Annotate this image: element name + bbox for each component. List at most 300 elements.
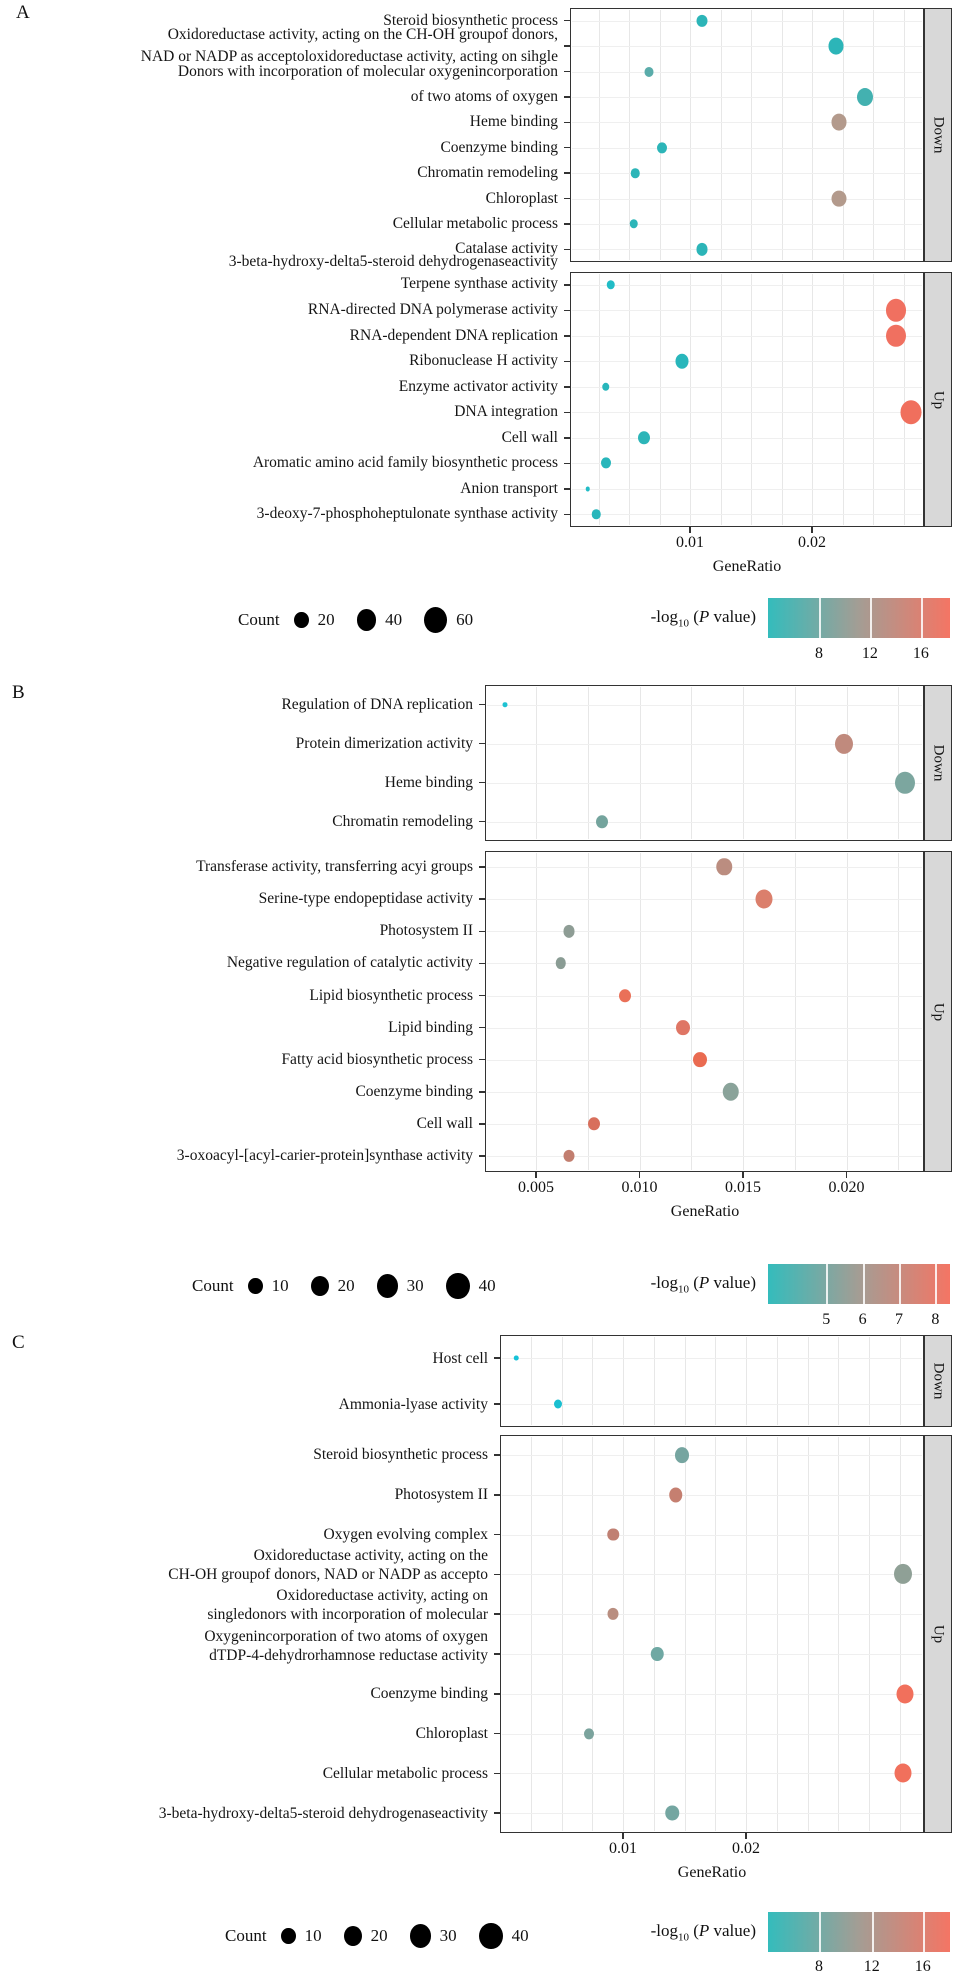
go-term-label: [4, 162, 558, 184]
gridline-vertical: [743, 853, 744, 1170]
y-axis-tick: [564, 249, 570, 251]
gradient-tick-label: 6: [858, 1311, 867, 1328]
y-axis-tick: [479, 704, 485, 706]
go-term-dot: [585, 486, 590, 491]
y-axis-tick: [494, 1454, 500, 1456]
go-term-label: [4, 350, 558, 372]
y-axis-tick: [494, 1357, 500, 1359]
gridline-horizontal: [487, 822, 922, 823]
go-term-label: [4, 1764, 488, 1783]
x-axis-tick-label: 0.01: [609, 1840, 637, 1857]
go-term-label: [4, 111, 558, 133]
gridline-vertical: [743, 687, 744, 839]
count-size-legend: [192, 1269, 518, 1303]
y-axis-tick: [564, 361, 570, 363]
count-legend-circle: [248, 1278, 263, 1295]
y-axis-tick: [564, 122, 570, 124]
y-axis-tick: [494, 1653, 500, 1655]
gradient-tick-label: 5: [822, 1311, 831, 1328]
y-axis-tick: [494, 1494, 500, 1496]
x-axis-tick-label: 0.015: [725, 1179, 761, 1196]
go-term-label: [4, 1050, 473, 1070]
count-legend-circle: [410, 1924, 431, 1948]
y-axis-tick: [494, 1773, 500, 1775]
gridline-vertical: [873, 10, 874, 260]
go-term-dot: [829, 38, 844, 55]
go-term-label-line: Steroid biosynthetic process: [313, 1446, 488, 1464]
gridline-vertical: [904, 10, 905, 260]
y-axis-tick: [479, 1059, 485, 1061]
gridline-vertical: [562, 1337, 563, 1425]
go-term-label-line: RNA-dependent DNA replication: [349, 326, 558, 344]
go-term-label-line: Heme binding: [384, 773, 473, 791]
go-term-label: [4, 376, 558, 398]
go-term-label: [4, 1082, 473, 1102]
gridline-vertical: [782, 274, 783, 525]
gridline-horizontal: [572, 412, 922, 413]
go-term-label-line: Donors with incorporation of molecular oxygenincorporation: [177, 62, 558, 80]
y-axis-tick: [564, 310, 570, 312]
gridline-vertical: [623, 1437, 624, 1831]
gridline-vertical: [562, 1437, 563, 1831]
pvalue-color-gradient: [768, 598, 950, 638]
y-axis-tick: [479, 995, 485, 997]
gridline-horizontal: [487, 705, 922, 706]
go-term-label-line: 3-beta-hydroxy-delta5-steroid dehydrogenaseactivity: [228, 252, 558, 270]
count-legend-value: 20: [317, 610, 335, 629]
count-legend-value: 10: [304, 1926, 322, 1945]
x-axis-tick-label: 0.01: [676, 534, 704, 551]
y-axis-tick: [564, 172, 570, 174]
go-term-label: [4, 427, 558, 449]
x-axis-title: GeneRatio: [677, 1864, 747, 1881]
gridline-horizontal: [502, 1654, 922, 1655]
y-axis-tick: [564, 71, 570, 73]
go-term-label: [4, 1586, 488, 1624]
go-term-label-line: RNA-directed DNA polymerase activity: [307, 301, 558, 319]
y-axis-tick: [564, 20, 570, 22]
gradient-tick-mark: [870, 598, 872, 638]
gridline-vertical: [531, 1437, 532, 1831]
gridline-vertical: [847, 687, 848, 839]
go-term-label-line: Cell wall: [501, 428, 558, 446]
go-term-label-line: singledonors with incorporation of molecular: [207, 1606, 488, 1624]
facet-box-down: [485, 685, 924, 841]
gridline-horizontal: [502, 1773, 922, 1774]
gridline-vertical: [746, 1437, 747, 1831]
go-term-dot: [831, 190, 846, 207]
y-axis-tick: [564, 437, 570, 439]
gridline-vertical: [777, 1337, 778, 1425]
y-axis-tick: [494, 1613, 500, 1615]
go-term-dot: [831, 114, 846, 131]
go-term-label-line: Photosystem II: [394, 1486, 488, 1504]
gridline-horizontal: [502, 1813, 922, 1814]
go-term-label: [4, 188, 558, 210]
facet-strip-label: Down: [930, 1362, 947, 1400]
y-axis-tick: [494, 1403, 500, 1405]
gridline-horizontal: [572, 199, 922, 200]
facet-strip-up: [924, 1435, 952, 1833]
go-term-label: [4, 1724, 488, 1743]
pvalue-legend-title: $-\log_{10}$ (P value): [650, 1273, 756, 1296]
go-term-dot: [693, 1052, 707, 1068]
facet-strip-down: [924, 685, 952, 841]
go-term-label-line: Aromatic amino acid family biosynthetic process: [252, 454, 558, 472]
gridline-vertical: [777, 1437, 778, 1831]
pvalue-legend-title: $-\log_{10}$ (P value): [650, 1921, 756, 1944]
panel-letter-a: A: [16, 2, 30, 23]
count-legend-circle: [294, 612, 309, 629]
go-term-label-line: Protein dimerization activity: [295, 734, 473, 752]
gridline-vertical: [898, 687, 899, 839]
go-term-label-line: Chromatin remodeling: [417, 164, 558, 182]
count-legend-circle: [344, 1926, 362, 1946]
go-term-label: [4, 1525, 488, 1544]
facet-strip-down: [924, 8, 952, 262]
x-axis-tick: [622, 1833, 624, 1839]
y-axis-tick: [564, 488, 570, 490]
count-legend-value: 40: [478, 1275, 496, 1295]
go-term-label: [4, 734, 473, 754]
go-term-label-line: Ammonia-lyase activity: [338, 1395, 488, 1413]
go-term-label-line: Chromatin remodeling: [332, 812, 473, 830]
count-legend-value: 40: [385, 609, 403, 629]
go-term-dot: [554, 1400, 562, 1409]
go-term-label: [4, 986, 473, 1006]
count-legend-circle: [424, 607, 447, 633]
y-axis-tick: [564, 147, 570, 149]
gridline-vertical: [838, 1337, 839, 1425]
gridline-vertical: [599, 274, 600, 525]
gridline-horizontal: [572, 173, 922, 174]
go-term-label: [4, 1018, 473, 1038]
go-term-label: [4, 401, 558, 423]
gridline-vertical: [843, 274, 844, 525]
gridline-horizontal: [487, 1124, 922, 1125]
go-term-dot: [514, 1356, 519, 1361]
count-legend-circle: [357, 609, 377, 631]
gradient-tick-label: 16: [912, 645, 929, 662]
y-axis-tick: [479, 1155, 485, 1157]
gridline-horizontal: [487, 783, 922, 784]
go-term-dot: [665, 1806, 679, 1821]
go-term-label-line: DNA integration: [454, 403, 558, 421]
y-axis-tick: [479, 1123, 485, 1125]
go-term-label: [4, 889, 473, 909]
count-legend-item: [479, 1923, 529, 1950]
x-axis-tick-label: 0.02: [798, 534, 826, 551]
gridline-vertical: [691, 853, 692, 1170]
go-term-label-line: Fatty acid biosynthetic process: [281, 1050, 473, 1068]
count-legend-circle: [446, 1273, 470, 1300]
gradient-tick-mark: [863, 1264, 865, 1304]
go-term-label-line: Oxygenincorporation of two atoms of oxygen: [204, 1627, 488, 1645]
y-axis-tick: [564, 335, 570, 337]
y-axis-tick: [479, 1091, 485, 1093]
gridline-vertical: [751, 10, 752, 260]
go-term-label-line: 3-deoxy-7-phosphoheptulonate synthase activity: [256, 505, 558, 523]
go-term-label-line: Cell wall: [416, 1114, 473, 1132]
gridline-vertical: [838, 1437, 839, 1831]
gridline-horizontal: [572, 361, 922, 362]
panel-letter-b: B: [12, 682, 25, 703]
go-term-label-line: Transferase activity, transferring acyi groups: [196, 858, 473, 875]
gradient-tick-mark: [819, 1912, 821, 1952]
facet-strip-label: Down: [930, 744, 947, 782]
go-term-label: [4, 1684, 488, 1703]
go-term-label-line: Oxidoreductase activity, acting on the CH-OH groupof donors,: [167, 26, 558, 44]
x-axis-tick: [639, 1172, 641, 1178]
facet-strip-label: Down: [930, 116, 947, 154]
go-term-dot: [631, 168, 640, 178]
y-axis-tick: [479, 931, 485, 933]
go-term-label: [4, 1395, 488, 1414]
facet-strip-label: Up: [930, 1002, 947, 1021]
count-legend-value: 60: [456, 609, 474, 629]
go-term-label: [4, 953, 473, 973]
gridline-vertical: [715, 1437, 716, 1831]
y-axis-tick: [494, 1574, 500, 1576]
gridline-vertical: [685, 1437, 686, 1831]
go-term-label-line: of two atoms of oxygen: [410, 87, 558, 105]
x-axis-tick-label: 0.02: [732, 1840, 760, 1857]
go-term-dot: [607, 1528, 619, 1541]
gridline-horizontal: [572, 285, 922, 286]
go-term-dot: [675, 1447, 689, 1463]
go-term-dot: [602, 383, 610, 391]
gridline-vertical: [721, 274, 722, 525]
go-term-dot: [900, 401, 921, 425]
facet-box-down: [500, 1335, 924, 1427]
x-axis-tick: [535, 1172, 537, 1178]
gradient-tick-mark: [826, 1264, 828, 1304]
gridline-vertical: [900, 1337, 901, 1425]
y-axis-tick: [564, 514, 570, 516]
gridline-horizontal: [572, 387, 922, 388]
gradient-tick-mark: [921, 598, 923, 638]
gridline-horizontal: [502, 1495, 922, 1496]
gridline-vertical: [795, 853, 796, 1170]
gridline-vertical: [623, 1337, 624, 1425]
go-term-label: [4, 213, 558, 235]
go-term-label-line: Oxidoreductase activity, acting on the: [253, 1547, 488, 1565]
go-term-label-line: Enzyme activator activity: [398, 377, 558, 395]
y-axis-tick: [479, 898, 485, 900]
y-axis-tick: [479, 821, 485, 823]
y-axis-tick: [479, 866, 485, 868]
gridline-horizontal: [572, 122, 922, 123]
go-term-dot: [894, 1564, 912, 1584]
go-term-dot: [755, 890, 772, 909]
gridline-vertical: [654, 1337, 655, 1425]
go-term-label: [4, 773, 473, 793]
gridline-vertical: [869, 1337, 870, 1425]
gridline-horizontal: [487, 931, 922, 932]
gridline-vertical: [869, 1437, 870, 1831]
x-axis-tick-label: 0.010: [621, 1179, 658, 1196]
go-term-label: [4, 921, 473, 941]
gridline-vertical: [873, 274, 874, 525]
y-axis-tick: [564, 284, 570, 286]
gridline-horizontal: [572, 514, 922, 515]
gridline-horizontal: [572, 46, 922, 47]
go-term-label-line: Lipid binding: [388, 1018, 473, 1036]
gridline-horizontal: [502, 1455, 922, 1456]
y-axis-tick: [494, 1733, 500, 1735]
count-legend-title: Count: [192, 1276, 234, 1295]
gridline-vertical: [691, 687, 692, 839]
count-legend-item: [446, 1273, 496, 1300]
go-term-dot: [857, 88, 873, 106]
go-term-label-line: Oxygen evolving complex: [323, 1526, 488, 1543]
gridline-vertical: [629, 274, 630, 525]
gridline-vertical: [898, 853, 899, 1170]
x-axis-tick: [689, 527, 691, 533]
facet-strip-down: [924, 1335, 952, 1427]
gridline-vertical: [592, 1337, 593, 1425]
count-legend-item: [294, 610, 335, 630]
count-legend-value: 10: [271, 1276, 289, 1295]
go-term-label-line: dTDP-4-dehydrorhamnose reductase activity: [209, 1646, 488, 1664]
x-axis-tick: [811, 527, 813, 533]
gridline-vertical: [640, 853, 641, 1170]
gridline-vertical: [531, 1337, 532, 1425]
gridline-horizontal: [487, 1156, 922, 1157]
go-term-label-line: Regulation of DNA replication: [281, 695, 473, 713]
count-size-legend: [225, 1919, 551, 1953]
y-axis-tick: [479, 782, 485, 784]
gridline-vertical: [782, 10, 783, 260]
gridline-vertical: [599, 10, 600, 260]
facet-strip-up: [924, 272, 952, 527]
x-axis-tick: [745, 1833, 747, 1839]
y-axis-tick: [564, 463, 570, 465]
go-term-label-line: Heme binding: [469, 113, 558, 131]
go-term-label-line: Anion transport: [460, 479, 558, 497]
count-legend-item: [410, 1924, 457, 1948]
gridline-horizontal: [572, 224, 922, 225]
count-legend-item: [248, 1276, 289, 1296]
gridline-vertical: [751, 274, 752, 525]
go-term-label: [4, 325, 558, 347]
go-term-label-line: Catalase activity: [455, 240, 558, 258]
count-legend-circle: [377, 1274, 398, 1298]
count-legend-value: 40: [511, 1925, 529, 1945]
go-term-label-line: Oxidoreductase activity, acting on: [276, 1587, 488, 1605]
count-legend-circle: [281, 1928, 296, 1945]
go-term-label-line: Lipid biosynthetic process: [309, 986, 473, 1004]
gridline-horizontal: [502, 1694, 922, 1695]
y-axis-tick: [564, 386, 570, 388]
go-term-dot: [895, 1764, 912, 1783]
x-axis-tick-label: 0.020: [828, 1179, 865, 1196]
gradient-tick-mark: [899, 1264, 901, 1304]
y-axis-tick: [564, 223, 570, 225]
count-legend-value: 20: [370, 1926, 388, 1945]
go-term-dot: [896, 1684, 913, 1703]
go-term-label: [4, 61, 558, 83]
go-term-label: [4, 1146, 473, 1166]
gridline-horizontal: [502, 1535, 922, 1536]
count-legend-title: Count: [238, 610, 280, 629]
gradient-tick-mark: [872, 1912, 874, 1952]
gradient-tick-label: 16: [914, 1958, 931, 1975]
go-term-label: [4, 1485, 488, 1504]
go-term-label: [4, 86, 558, 108]
count-legend-title: Count: [225, 1926, 267, 1945]
go-term-label-line: Serine-type endopeptidase activity: [258, 890, 473, 908]
panel-letter-c: C: [12, 1332, 25, 1353]
go-term-label-line: Cellular metabolic process: [322, 1764, 488, 1782]
gridline-horizontal: [572, 249, 922, 250]
gridline-horizontal: [572, 21, 922, 22]
pvalue-legend-title: $-\log_{10}$ (P value): [650, 607, 756, 630]
go-term-dot: [502, 702, 507, 708]
gridline-horizontal: [487, 744, 922, 745]
gridline-vertical: [660, 10, 661, 260]
count-legend-circle: [311, 1276, 329, 1296]
gridline-horizontal: [502, 1734, 922, 1735]
go-term-label: [4, 695, 473, 715]
go-term-label-line: 3-beta-hydroxy-delta5-steroid dehydrogenaseactivity: [158, 1804, 488, 1822]
gridline-horizontal: [502, 1358, 922, 1359]
gridline-vertical: [847, 853, 848, 1170]
y-axis-tick: [564, 96, 570, 98]
pvalue-color-gradient: [768, 1912, 950, 1952]
x-axis-title: GeneRatio: [712, 558, 782, 575]
go-term-label: [4, 452, 558, 474]
y-axis-tick: [494, 1534, 500, 1536]
go-term-label: [4, 812, 473, 832]
go-term-label-line: Steroid biosynthetic process: [383, 11, 558, 29]
gradient-tick-label: 8: [931, 1311, 940, 1328]
count-legend-item: [357, 609, 403, 631]
y-axis-tick: [479, 743, 485, 745]
go-term-dot: [606, 280, 615, 290]
gridline-vertical: [715, 1337, 716, 1425]
go-term-label: [4, 1804, 488, 1823]
go-term-label: [4, 299, 558, 321]
gridline-vertical: [812, 10, 813, 260]
go-term-dot: [644, 66, 653, 76]
gradient-tick-mark: [923, 1912, 925, 1952]
count-legend-circle: [479, 1923, 503, 1950]
gridline-vertical: [536, 687, 537, 839]
gridline-horizontal: [572, 310, 922, 311]
count-legend-value: 30: [406, 1276, 424, 1295]
y-axis-tick: [564, 45, 570, 47]
gradient-tick-mark: [935, 1264, 937, 1304]
go-term-label: [4, 503, 558, 525]
gridline-vertical: [588, 687, 589, 839]
facet-strip-label: Up: [930, 1624, 947, 1644]
go-term-label-line: Host cell: [432, 1349, 488, 1367]
facet-strip-up: [924, 851, 952, 1172]
count-legend-item: [424, 607, 473, 633]
gridline-vertical: [721, 10, 722, 260]
y-axis-tick: [564, 412, 570, 414]
gridline-vertical: [660, 274, 661, 525]
go-term-label: [4, 137, 558, 159]
go-term-label-line: NAD or NADP as acceptoloxidoreductase activity, acting on sihgle: [140, 48, 558, 66]
gradient-tick-label: 12: [863, 1958, 880, 1975]
go-term-label: [4, 1627, 488, 1665]
go-term-label-line: Photosystem II: [379, 922, 473, 940]
go-term-dot: [675, 354, 688, 369]
go-term-label-line: Chloroplast: [415, 1725, 488, 1742]
x-axis-tick-label: 0.005: [518, 1179, 554, 1196]
